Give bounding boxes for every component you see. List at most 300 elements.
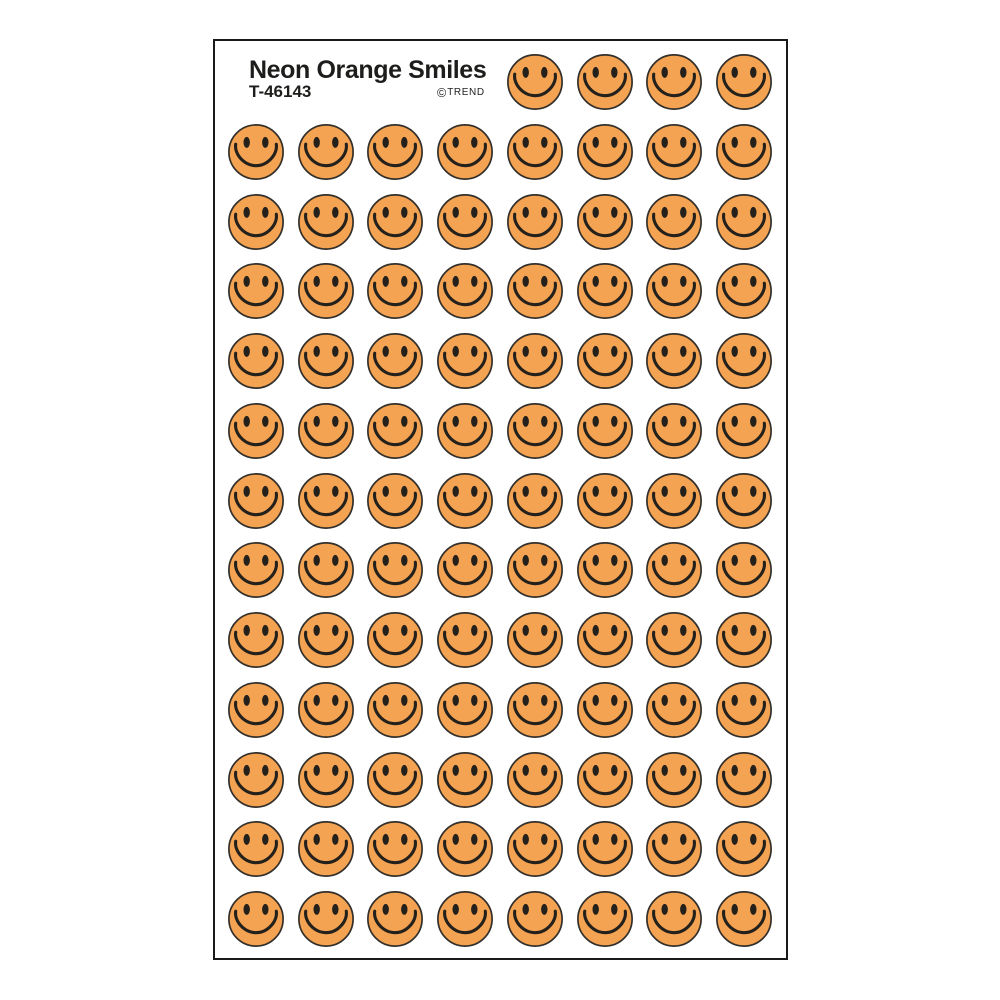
smiley-right-eye <box>402 416 408 427</box>
smiley-sticker <box>227 611 285 669</box>
smiley-right-eye <box>332 764 338 775</box>
smiley-sticker <box>366 402 424 460</box>
smiley-right-eye <box>541 834 547 845</box>
smiley-left-eye <box>731 625 737 636</box>
smiley-right-eye <box>750 764 756 775</box>
smiley-right-eye <box>680 555 686 566</box>
smiley-face-icon <box>297 332 355 390</box>
smiley-right-eye <box>750 276 756 287</box>
smiley-face-icon <box>366 402 424 460</box>
smiley-sticker <box>715 193 773 251</box>
smiley-face-icon <box>506 472 564 530</box>
smiley-left-eye <box>731 695 737 706</box>
smiley-sticker <box>227 262 285 320</box>
smiley-left-eye <box>522 485 528 496</box>
smiley-right-eye <box>750 137 756 148</box>
smiley-face-icon <box>645 53 703 111</box>
smiley-sticker <box>366 681 424 739</box>
smiley-sticker <box>366 751 424 809</box>
smiley-left-eye <box>313 625 319 636</box>
smiley-sticker <box>436 541 494 599</box>
smiley-sticker <box>297 751 355 809</box>
smiley-right-eye <box>332 137 338 148</box>
smiley-face-icon <box>506 193 564 251</box>
smiley-left-eye <box>522 764 528 775</box>
smiley-face-icon <box>436 681 494 739</box>
smiley-right-eye <box>402 834 408 845</box>
smiley-right-eye <box>402 555 408 566</box>
smiley-right-eye <box>680 834 686 845</box>
smiley-left-eye <box>522 625 528 636</box>
smiley-left-eye <box>592 904 598 915</box>
smiley-sticker <box>645 890 703 948</box>
smiley-right-eye <box>680 137 686 148</box>
smiley-left-eye <box>453 695 459 706</box>
smiley-face-icon <box>297 402 355 460</box>
smiley-sticker <box>227 751 285 809</box>
smiley-right-eye <box>680 695 686 706</box>
smiley-sticker <box>715 751 773 809</box>
smiley-left-eye <box>731 276 737 287</box>
smiley-sticker <box>576 53 634 111</box>
smiley-sticker <box>506 402 564 460</box>
smiley-sticker <box>506 193 564 251</box>
smiley-sticker <box>576 890 634 948</box>
smiley-sticker <box>576 402 634 460</box>
smiley-face-icon <box>715 890 773 948</box>
smiley-left-eye <box>662 625 668 636</box>
smiley-right-eye <box>750 904 756 915</box>
smiley-left-eye <box>662 904 668 915</box>
smiley-sticker <box>297 681 355 739</box>
smiley-sticker <box>366 472 424 530</box>
sticker-sheet <box>213 39 788 960</box>
smiley-right-eye <box>541 555 547 566</box>
smiley-face-icon <box>227 890 285 948</box>
smiley-left-eye <box>522 695 528 706</box>
smiley-left-eye <box>592 764 598 775</box>
smiley-left-eye <box>313 695 319 706</box>
smiley-left-eye <box>383 555 389 566</box>
smiley-face-icon <box>227 541 285 599</box>
smiley-sticker <box>645 611 703 669</box>
smiley-sticker <box>366 890 424 948</box>
smiley-right-eye <box>332 695 338 706</box>
smiley-left-eye <box>244 764 250 775</box>
smiley-sticker <box>436 123 494 181</box>
smiley-left-eye <box>453 276 459 287</box>
smiley-left-eye <box>313 137 319 148</box>
smiley-sticker <box>576 123 634 181</box>
smiley-sticker <box>227 402 285 460</box>
smiley-left-eye <box>244 625 250 636</box>
smiley-face-icon <box>297 541 355 599</box>
smiley-left-eye <box>244 137 250 148</box>
smiley-face-icon <box>366 541 424 599</box>
smiley-face-icon <box>227 262 285 320</box>
smiley-face-icon <box>645 402 703 460</box>
smiley-left-eye <box>244 206 250 217</box>
smiley-left-eye <box>383 695 389 706</box>
smiley-face-icon <box>506 820 564 878</box>
smiley-right-eye <box>262 485 268 496</box>
smiley-face-icon <box>506 541 564 599</box>
smiley-left-eye <box>313 904 319 915</box>
smiley-right-eye <box>402 625 408 636</box>
smiley-sticker <box>715 611 773 669</box>
smiley-left-eye <box>453 346 459 357</box>
smiley-face-icon <box>227 611 285 669</box>
smiley-left-eye <box>383 764 389 775</box>
smiley-right-eye <box>262 904 268 915</box>
smiley-right-eye <box>541 625 547 636</box>
smiley-left-eye <box>522 834 528 845</box>
smiley-left-eye <box>662 764 668 775</box>
smiley-face-icon <box>227 472 285 530</box>
smiley-left-eye <box>731 206 737 217</box>
smiley-right-eye <box>332 904 338 915</box>
smiley-left-eye <box>522 276 528 287</box>
smiley-face-icon <box>645 541 703 599</box>
smiley-sticker <box>506 820 564 878</box>
smiley-right-eye <box>262 695 268 706</box>
smiley-left-eye <box>592 695 598 706</box>
smiley-face-icon <box>227 751 285 809</box>
smiley-sticker <box>576 262 634 320</box>
smiley-right-eye <box>402 485 408 496</box>
smiley-sticker <box>645 541 703 599</box>
smiley-left-eye <box>383 834 389 845</box>
smiley-left-eye <box>731 416 737 427</box>
smiley-left-eye <box>592 276 598 287</box>
smiley-left-eye <box>592 555 598 566</box>
smiley-sticker <box>645 751 703 809</box>
smiley-sticker <box>576 541 634 599</box>
smiley-sticker <box>506 123 564 181</box>
smiley-sticker <box>645 123 703 181</box>
smiley-face-icon <box>297 681 355 739</box>
smiley-right-eye <box>750 206 756 217</box>
smiley-left-eye <box>453 764 459 775</box>
smiley-right-eye <box>471 276 477 287</box>
smiley-face-icon <box>715 681 773 739</box>
smiley-face-icon <box>436 123 494 181</box>
smiley-face-icon <box>297 890 355 948</box>
smiley-face-icon <box>227 402 285 460</box>
smiley-left-eye <box>313 485 319 496</box>
smiley-sticker <box>366 611 424 669</box>
smiley-sticker <box>227 472 285 530</box>
smiley-face-icon <box>576 262 634 320</box>
smiley-sticker <box>715 681 773 739</box>
smiley-left-eye <box>383 416 389 427</box>
smiley-sticker <box>436 820 494 878</box>
smiley-left-eye <box>662 555 668 566</box>
smiley-right-eye <box>611 485 617 496</box>
smiley-right-eye <box>611 206 617 217</box>
smiley-face-icon <box>366 681 424 739</box>
smiley-right-eye <box>471 137 477 148</box>
smiley-sticker <box>366 262 424 320</box>
smiley-right-eye <box>332 485 338 496</box>
smiley-right-eye <box>611 67 617 78</box>
smiley-sticker <box>297 611 355 669</box>
smiley-face-icon <box>297 751 355 809</box>
smiley-sticker <box>227 332 285 390</box>
smiley-sticker <box>576 751 634 809</box>
smiley-face-icon <box>297 262 355 320</box>
smiley-left-eye <box>313 416 319 427</box>
smiley-face-icon <box>436 402 494 460</box>
smiley-right-eye <box>471 485 477 496</box>
smiley-sticker <box>715 472 773 530</box>
smiley-right-eye <box>611 416 617 427</box>
smiley-right-eye <box>332 276 338 287</box>
smiley-right-eye <box>541 904 547 915</box>
smiley-right-eye <box>611 137 617 148</box>
smiley-sticker <box>506 681 564 739</box>
smiley-face-icon <box>366 472 424 530</box>
smiley-sticker <box>366 193 424 251</box>
smiley-left-eye <box>522 137 528 148</box>
smiley-sticker <box>715 541 773 599</box>
smiley-face-icon <box>645 332 703 390</box>
smiley-left-eye <box>313 276 319 287</box>
smiley-face-icon <box>715 820 773 878</box>
smiley-face-icon <box>366 123 424 181</box>
smiley-face-icon <box>436 193 494 251</box>
smiley-face-icon <box>297 611 355 669</box>
smiley-right-eye <box>402 764 408 775</box>
smiley-sticker <box>576 820 634 878</box>
smiley-face-icon <box>715 751 773 809</box>
smiley-left-eye <box>731 555 737 566</box>
smiley-sticker <box>576 611 634 669</box>
smiley-face-icon <box>436 751 494 809</box>
smiley-right-eye <box>332 625 338 636</box>
smiley-left-eye <box>662 485 668 496</box>
smiley-face-icon <box>645 262 703 320</box>
smiley-face-icon <box>506 53 564 111</box>
smiley-face-icon <box>506 402 564 460</box>
smiley-left-eye <box>313 206 319 217</box>
smiley-right-eye <box>680 276 686 287</box>
smiley-left-eye <box>383 346 389 357</box>
smiley-left-eye <box>313 764 319 775</box>
smiley-right-eye <box>750 346 756 357</box>
smiley-face-icon <box>715 541 773 599</box>
smiley-face-icon <box>227 332 285 390</box>
smiley-sticker <box>227 193 285 251</box>
smiley-left-eye <box>383 276 389 287</box>
smiley-right-eye <box>680 764 686 775</box>
smiley-face-icon <box>436 820 494 878</box>
smiley-left-eye <box>662 206 668 217</box>
smiley-left-eye <box>522 346 528 357</box>
smiley-right-eye <box>541 137 547 148</box>
smiley-face-icon <box>645 472 703 530</box>
smiley-right-eye <box>541 346 547 357</box>
smiley-right-eye <box>262 206 268 217</box>
smiley-face-icon <box>576 53 634 111</box>
smiley-left-eye <box>383 137 389 148</box>
smiley-face-icon <box>506 751 564 809</box>
brand-name: TREND <box>447 87 485 99</box>
smiley-sticker <box>576 472 634 530</box>
smiley-sticker <box>715 332 773 390</box>
smiley-sticker <box>297 123 355 181</box>
smiley-right-eye <box>262 276 268 287</box>
smiley-sticker <box>436 472 494 530</box>
smiley-left-eye <box>592 834 598 845</box>
smiley-face-icon <box>576 890 634 948</box>
product-title: Neon Orange Smiles <box>249 56 487 84</box>
smiley-face-icon <box>645 611 703 669</box>
smiley-right-eye <box>471 416 477 427</box>
smiley-right-eye <box>471 695 477 706</box>
smiley-sticker <box>715 820 773 878</box>
smiley-right-eye <box>750 485 756 496</box>
smiley-face-icon <box>506 123 564 181</box>
smiley-left-eye <box>662 416 668 427</box>
smiley-right-eye <box>402 695 408 706</box>
smiley-face-icon <box>297 193 355 251</box>
smiley-sticker <box>576 193 634 251</box>
smiley-face-icon <box>506 262 564 320</box>
smiley-left-eye <box>453 137 459 148</box>
smiley-left-eye <box>244 695 250 706</box>
smiley-right-eye <box>611 834 617 845</box>
smiley-right-eye <box>611 625 617 636</box>
smiley-left-eye <box>522 416 528 427</box>
smiley-left-eye <box>244 904 250 915</box>
smiley-sticker <box>645 402 703 460</box>
smiley-left-eye <box>383 625 389 636</box>
smiley-face-icon <box>436 541 494 599</box>
smiley-left-eye <box>662 346 668 357</box>
smiley-sticker <box>645 820 703 878</box>
smiley-sticker <box>576 681 634 739</box>
smiley-face-icon <box>576 472 634 530</box>
smiley-left-eye <box>244 416 250 427</box>
smiley-right-eye <box>750 834 756 845</box>
smiley-sticker <box>297 472 355 530</box>
smiley-left-eye <box>731 67 737 78</box>
smiley-face-icon <box>645 820 703 878</box>
smiley-left-eye <box>313 834 319 845</box>
smiley-sticker <box>715 890 773 948</box>
smiley-sticker <box>645 193 703 251</box>
smiley-face-icon <box>645 193 703 251</box>
smiley-left-eye <box>522 904 528 915</box>
smiley-left-eye <box>592 206 598 217</box>
smiley-left-eye <box>592 416 598 427</box>
smiley-right-eye <box>680 346 686 357</box>
smiley-right-eye <box>402 346 408 357</box>
smiley-face-icon <box>506 681 564 739</box>
smiley-sticker <box>227 541 285 599</box>
smiley-sticker <box>297 541 355 599</box>
smiley-left-eye <box>662 695 668 706</box>
smiley-right-eye <box>402 276 408 287</box>
smiley-right-eye <box>680 416 686 427</box>
smiley-sticker <box>645 53 703 111</box>
smiley-sticker <box>366 541 424 599</box>
smiley-face-icon <box>436 332 494 390</box>
smiley-face-icon <box>366 193 424 251</box>
smiley-left-eye <box>522 206 528 217</box>
smiley-face-icon <box>576 332 634 390</box>
smiley-right-eye <box>611 764 617 775</box>
smiley-face-icon <box>436 890 494 948</box>
smiley-right-eye <box>402 904 408 915</box>
smiley-left-eye <box>592 625 598 636</box>
smiley-right-eye <box>750 695 756 706</box>
smiley-left-eye <box>731 764 737 775</box>
smiley-sticker <box>506 611 564 669</box>
smiley-face-icon <box>366 332 424 390</box>
smiley-sticker <box>227 820 285 878</box>
smiley-right-eye <box>262 764 268 775</box>
smiley-right-eye <box>750 555 756 566</box>
smiley-left-eye <box>662 276 668 287</box>
smiley-right-eye <box>471 834 477 845</box>
smiley-face-icon <box>715 472 773 530</box>
smiley-right-eye <box>402 137 408 148</box>
smiley-sticker <box>436 751 494 809</box>
product-item-code: T-46143 <box>249 82 312 101</box>
smiley-left-eye <box>244 346 250 357</box>
brand-mark <box>437 87 485 100</box>
smiley-right-eye <box>471 555 477 566</box>
smiley-left-eye <box>244 834 250 845</box>
smiley-sticker <box>506 541 564 599</box>
smiley-right-eye <box>541 485 547 496</box>
smiley-sticker <box>576 332 634 390</box>
smiley-sticker <box>436 262 494 320</box>
smiley-left-eye <box>592 67 598 78</box>
smiley-face-icon <box>436 611 494 669</box>
smiley-left-eye <box>662 137 668 148</box>
smiley-left-eye <box>244 485 250 496</box>
smiley-left-eye <box>592 346 598 357</box>
smiley-face-icon <box>715 123 773 181</box>
smiley-face-icon <box>645 681 703 739</box>
smiley-left-eye <box>453 625 459 636</box>
smiley-face-icon <box>576 611 634 669</box>
smiley-face-icon <box>576 820 634 878</box>
smiley-sticker <box>715 402 773 460</box>
smiley-right-eye <box>471 625 477 636</box>
smiley-left-eye <box>662 67 668 78</box>
smiley-left-eye <box>244 555 250 566</box>
smiley-sticker <box>645 262 703 320</box>
smiley-left-eye <box>383 904 389 915</box>
smiley-right-eye <box>332 206 338 217</box>
smiley-face-icon <box>297 123 355 181</box>
smiley-face-icon <box>645 123 703 181</box>
smiley-left-eye <box>592 137 598 148</box>
smiley-sticker <box>366 820 424 878</box>
smiley-left-eye <box>453 904 459 915</box>
smiley-right-eye <box>471 904 477 915</box>
smiley-sticker <box>366 123 424 181</box>
smiley-face-icon <box>576 541 634 599</box>
smiley-face-icon <box>576 751 634 809</box>
smiley-face-icon <box>576 123 634 181</box>
smiley-right-eye <box>680 206 686 217</box>
smiley-right-eye <box>750 67 756 78</box>
